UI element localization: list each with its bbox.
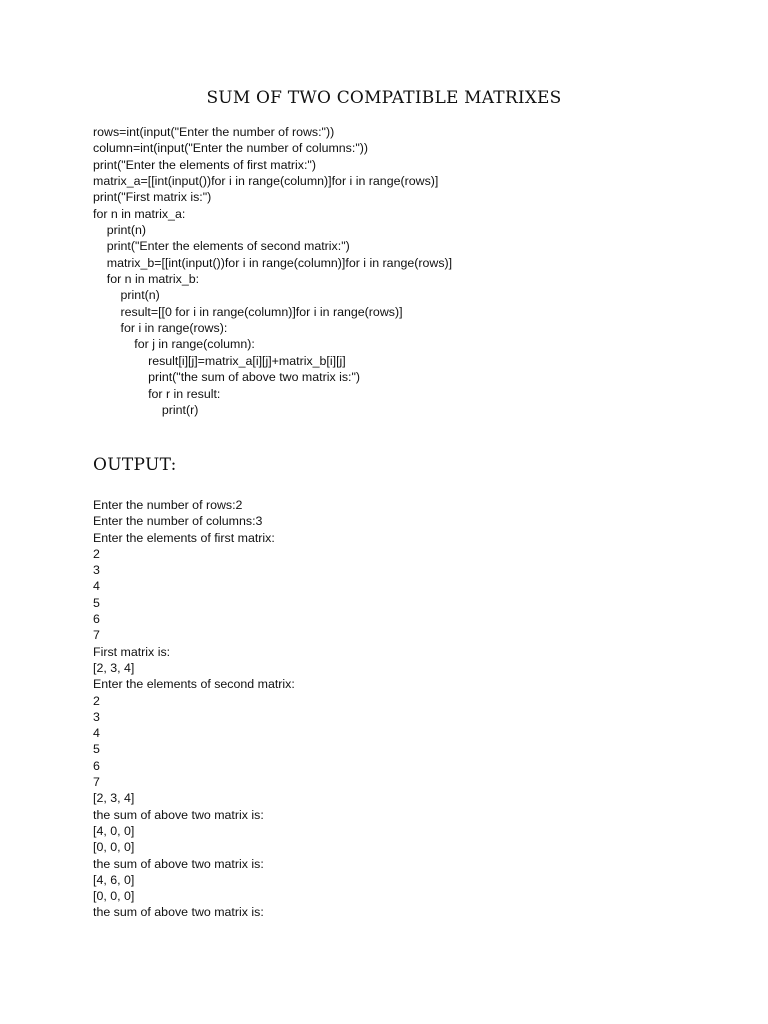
code-line: for n in matrix_a: <box>93 206 186 221</box>
page-title: SUM OF TWO COMPATIBLE MATRIXES <box>206 88 562 108</box>
output-line: 3 <box>93 709 100 724</box>
code-line: matrix_b=[[int(input())for i in range(column)]for i in range(rows)] <box>93 255 453 270</box>
code-line: print(n) <box>93 288 160 303</box>
code-line: for n in matrix_b: <box>93 272 200 287</box>
code-line: result[i][j]=matrix_a[i][j]+matrix_b[i][j] <box>93 353 346 368</box>
code-line: result=[[0 for i in range(column)]for i in range(rows)] <box>93 304 403 319</box>
output-line: [2, 3, 4] <box>93 660 135 675</box>
output-line: [4, 6, 0] <box>93 872 135 887</box>
code-line: rows=int(input("Enter the number of rows:")) <box>93 125 335 139</box>
output-line: 7 <box>93 775 100 790</box>
code-line: column=int(input("Enter the number of columns:")) <box>93 141 368 156</box>
output-line: 4 <box>93 579 100 594</box>
output-line: 7 <box>93 628 100 643</box>
output-line: Enter the number of rows:2 <box>93 498 243 512</box>
code-listing <box>93 124 452 418</box>
output-line: 2 <box>93 693 100 708</box>
code-line: for j in range(column): <box>93 337 255 352</box>
output-line: 3 <box>93 563 100 578</box>
output-line: 6 <box>93 612 100 627</box>
output-line: the sum of above two matrix is: <box>93 807 264 822</box>
code-line: print("Enter the elements of second matrix:") <box>93 239 350 254</box>
code-line: for r in result: <box>93 386 221 401</box>
output-line: [0, 0, 0] <box>93 889 135 904</box>
code-line: matrix_a=[[int(input())for i in range(column)]for i in range(rows)] <box>93 174 439 189</box>
code-line: print(r) <box>93 402 199 417</box>
output-line: the sum of above two matrix is: <box>93 905 264 920</box>
code-line: print("Enter the elements of first matrix:") <box>93 157 316 172</box>
output-line: 2 <box>93 546 100 561</box>
output-line: [4, 0, 0] <box>93 823 135 838</box>
code-line: print(n) <box>93 223 147 238</box>
output-line: [0, 0, 0] <box>93 840 135 855</box>
output-heading: OUTPUT: <box>93 455 177 475</box>
output-line: 6 <box>93 758 100 773</box>
output-line: 5 <box>93 595 100 610</box>
output-line: First matrix is: <box>93 644 171 659</box>
output-listing <box>93 497 295 921</box>
output-line: the sum of above two matrix is: <box>93 856 264 871</box>
code-line: print("the sum of above two matrix is:") <box>93 370 361 385</box>
code-line: for i in range(rows): <box>93 321 228 336</box>
output-line: Enter the elements of first matrix: <box>93 530 275 545</box>
output-line: 4 <box>93 726 100 741</box>
output-line: Enter the number of columns:3 <box>93 514 263 529</box>
output-line: [2, 3, 4] <box>93 791 135 806</box>
code-line: print("First matrix is:") <box>93 190 212 205</box>
output-line: 5 <box>93 742 100 757</box>
output-line: Enter the elements of second matrix: <box>93 677 295 692</box>
